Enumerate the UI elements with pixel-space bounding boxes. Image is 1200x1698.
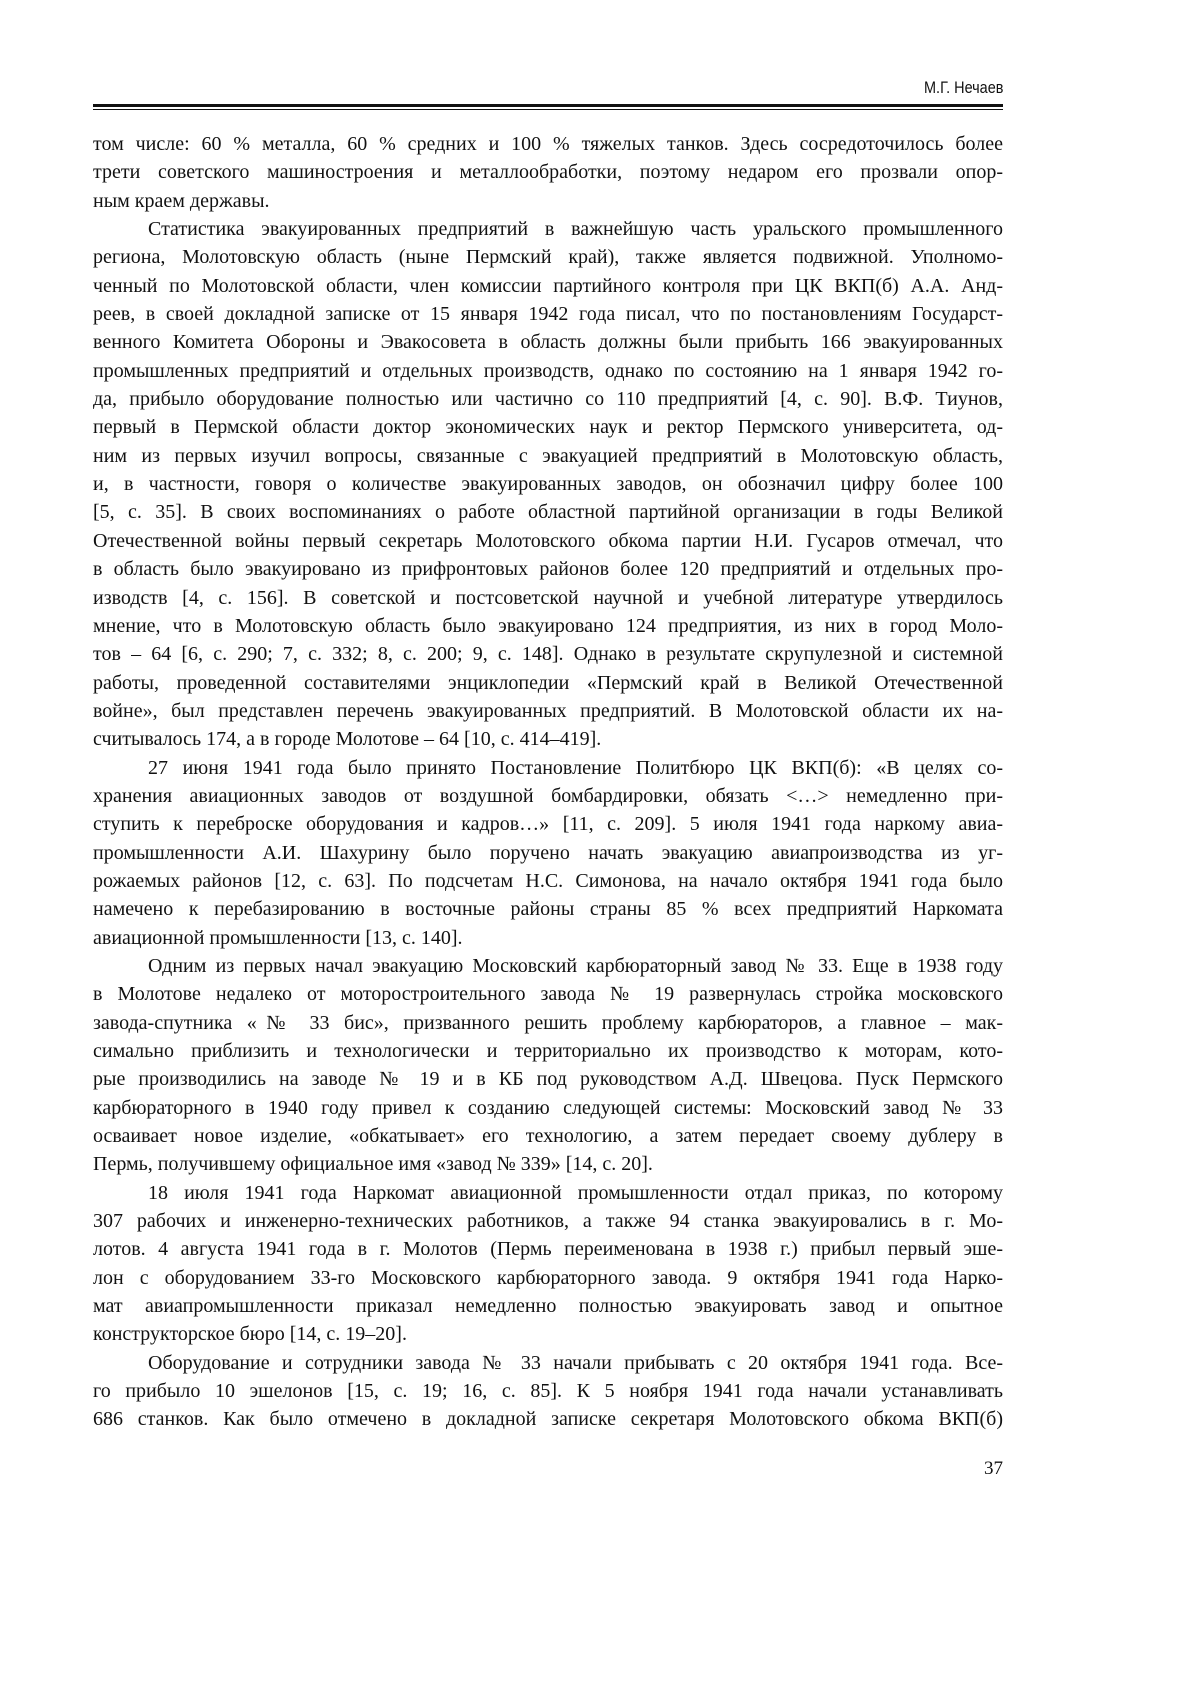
text-line: и, в частности, говоря о количестве эвакуированных заводов, он обозначил цифру более 100 [93, 470, 1003, 498]
body-text [93, 130, 1003, 1434]
text-line: Одним из первых начал эвакуацию Московский карбюраторный завод № 33. Еще в 1938 году [93, 952, 1003, 980]
text-line: [5, с. 35]. В своих воспоминаниях о работе областной партийной организации в годы Великой [93, 498, 1003, 526]
text-line: завода-спутника «№ 33 бис», призванного решить проблему карбюраторов, а главное – мак- [93, 1009, 1003, 1037]
text-line: в область было эвакуировано из прифронтовых районов более 120 предприятий и отдельных про- [93, 555, 1003, 583]
text-line: трети советского машиностроения и металлообработки, поэтому недаром его прозвали опор- [93, 158, 1003, 186]
document-page [0, 0, 1200, 1698]
paragraph [93, 1179, 1003, 1349]
text-line: изводств [4, с. 156]. В советской и постсоветской научной и учебной литературе утвердилось [93, 584, 1003, 612]
text-line: мат авиапромышленности приказал немедленно полностью эвакуировать завод и опытное [93, 1292, 1003, 1320]
text-line: ступить к переброске оборудования и кадров…» [11, с. 209]. 5 июля 1941 года наркому авиа- [93, 810, 1003, 838]
text-line: да, прибыло оборудование полностью или частично со 110 предприятий [4, с. 90]. В.Ф. Тиунов, [93, 385, 1003, 413]
text-line: венного Комитета Обороны и Эвакосовета в область должны были прибыть 166 эвакуированных [93, 328, 1003, 356]
text-line: карбюраторного в 1940 году привел к созданию следующей системы: Московский завод № 33 [93, 1094, 1003, 1122]
text-line: мнение, что в Молотовскую область было эвакуировано 124 предприятия, из них в город Моло- [93, 612, 1003, 640]
text-line: региона, Молотовскую область (ныне Пермский край), также является подвижной. Уполномо- [93, 243, 1003, 271]
paragraph [93, 1349, 1003, 1434]
text-line: 27 июня 1941 года было принято Постановление Политбюро ЦК ВКП(б): «В целях со- [93, 754, 1003, 782]
text-line: рые производились на заводе № 19 и в КБ под руководством А.Д. Швецова. Пуск Пермского [93, 1065, 1003, 1093]
text-line: лон с оборудованием 33-го Московского карбюраторного завода. 9 октября 1941 года Нарко- [93, 1264, 1003, 1292]
text-line: промышленности А.И. Шахурину было поручено начать эвакуацию авиапроизводства из уг- [93, 839, 1003, 867]
page-number: 37 [984, 1458, 1003, 1480]
text-line: реев, в своей докладной записке от 15 января 1942 года писал, что по постановлениям Государст- [93, 300, 1003, 328]
text-line: ним из первых изучил вопросы, связанные с эвакуацией предприятий в Молотовскую область, [93, 442, 1003, 470]
text-line: симально приблизить и технологически и территориально их производство к моторам, кото- [93, 1037, 1003, 1065]
text-line: Отечественной войны первый секретарь Молотовского обкома партии Н.И. Гусаров отмечал, что [93, 527, 1003, 555]
text-line: намечено к перебазированию в восточные районы страны 85 % всех предприятий Наркомата [93, 895, 1003, 923]
text-line: Статистика эвакуированных предприятий в важнейшую часть уральского промышленного [93, 215, 1003, 243]
text-line: лотов. 4 августа 1941 года в г. Молотов (Пермь переименована в 1938 г.) прибыл первый эше- [93, 1235, 1003, 1263]
running-header-author: М.Г. Нечаев [924, 78, 1003, 98]
text-line: тов – 64 [6, с. 290; 7, с. 332; 8, с. 200; 9, с. 148]. Однако в результате скрупулезной и системной [93, 640, 1003, 668]
text-line: 686 станков. Как было отмечено в докладной записке секретаря Молотовского обкома ВКП(б) [93, 1405, 1003, 1433]
text-line: рожаемых районов [12, с. 63]. По подсчетам Н.С. Симонова, на начало октября 1941 года было [93, 867, 1003, 895]
text-line: в Молотове недалеко от моторостроительного завода № 19 развернулась стройка московского [93, 980, 1003, 1008]
text-line: 18 июля 1941 года Наркомат авиационной промышленности отдал приказ, по которому [93, 1179, 1003, 1207]
text-line: Оборудование и сотрудники завода № 33 начали прибывать с 20 октября 1941 года. Все- [93, 1349, 1003, 1377]
text-line: ным краем державы. [93, 187, 1003, 215]
paragraph [93, 215, 1003, 754]
paragraph [93, 754, 1003, 952]
text-line: го прибыло 10 эшелонов [15, с. 19; 16, с. 85]. К 5 ноября 1941 года начали устанавливать [93, 1377, 1003, 1405]
header-rule-thin [93, 109, 1003, 110]
text-line: том числе: 60 % металла, 60 % средних и 100 % тяжелых танков. Здесь сосредоточилось более [93, 130, 1003, 158]
header-rule [93, 104, 1003, 107]
text-line: Пермь, получившему официальное имя «завод № 339» [14, с. 20]. [93, 1150, 1003, 1178]
text-line: работы, проведенной составителями энциклопедии «Пермский край в Великой Отечественной [93, 669, 1003, 697]
paragraph [93, 952, 1003, 1179]
text-line: промышленных предприятий и отдельных производств, однако по состоянию на 1 января 1942 го- [93, 357, 1003, 385]
text-line: войне», был представлен перечень эвакуированных предприятий. В Молотовской области их на- [93, 697, 1003, 725]
text-line: хранения авиационных заводов от воздушной бомбардировки, обязать <…> немедленно при- [93, 782, 1003, 810]
text-line: первый в Пермской области доктор экономических наук и ректор Пермского университета, од- [93, 413, 1003, 441]
text-line: ченный по Молотовской области, член комиссии партийного контроля при ЦК ВКП(б) А.А. Анд- [93, 272, 1003, 300]
text-line: конструкторское бюро [14, с. 19–20]. [93, 1320, 1003, 1348]
text-line: 307 рабочих и инженерно-технических работников, а также 94 станка эвакуировались в г. Мо- [93, 1207, 1003, 1235]
paragraph [93, 130, 1003, 215]
text-line: авиационной промышленности [13, с. 140]. [93, 924, 1003, 952]
text-line: осваивает новое изделие, «обкатывает» его технологию, а затем передает своему дублеру в [93, 1122, 1003, 1150]
text-line: считывалось 174, а в городе Молотове – 64 [10, с. 414–419]. [93, 725, 1003, 753]
